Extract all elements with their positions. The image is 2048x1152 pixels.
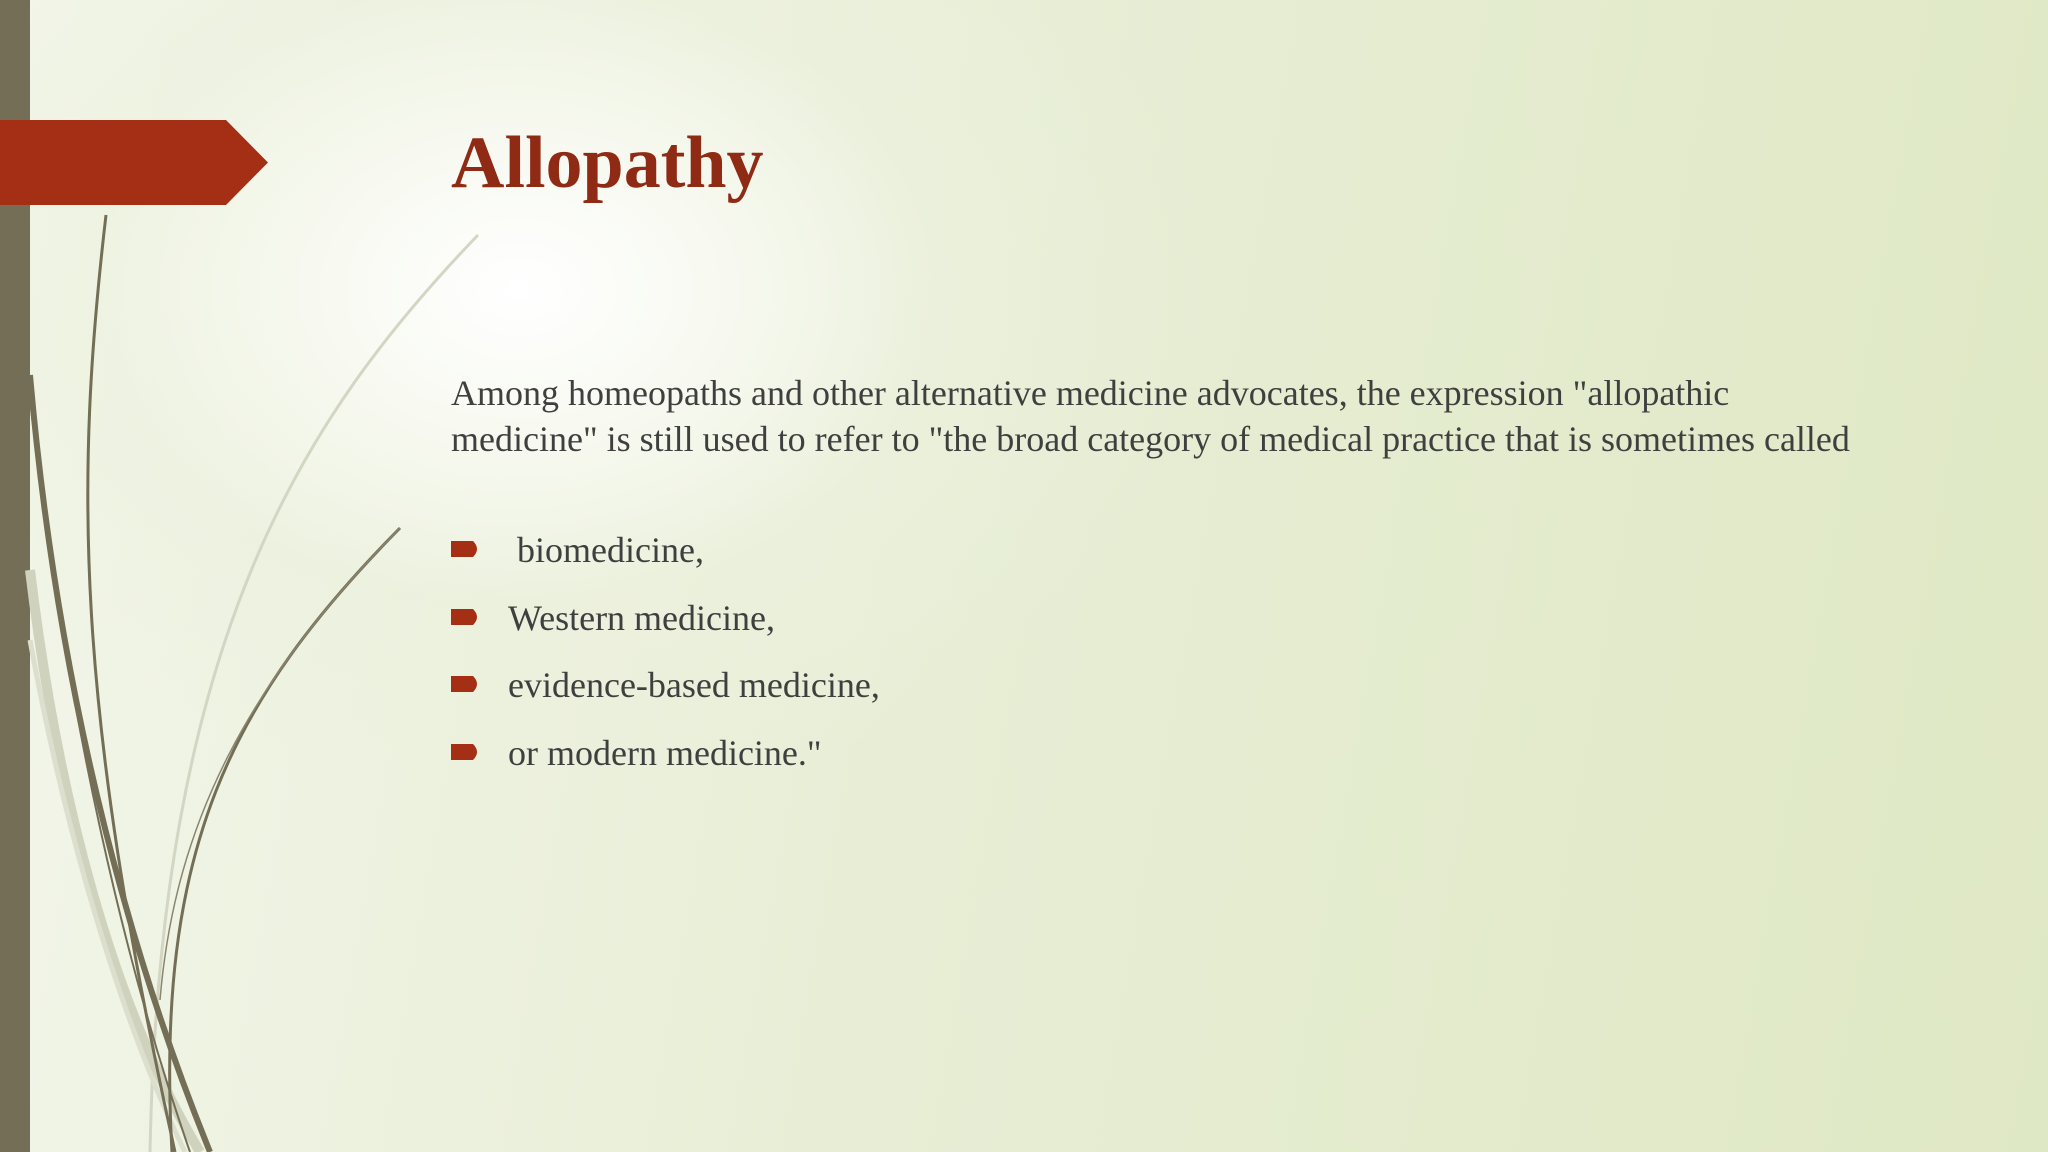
bullet-label: evidence-based medicine, (508, 665, 880, 705)
arrow-bullet-icon (451, 676, 481, 692)
arrow-bullet-icon (451, 541, 481, 557)
bullet-label: Western medicine, (508, 597, 775, 638)
bullet-label: or modern medicine." (508, 732, 822, 773)
bullet-label: biomedicine, (508, 530, 704, 570)
slide-title: Allopathy (451, 122, 764, 204)
intro-paragraph: Among homeopaths and other alternative medicine advocates, the expression "allopathic medicine" is still used to refer to "the broad category of medical practice that is sometimes called (451, 373, 1850, 459)
arrow-bullet-icon (451, 609, 481, 625)
arrow-bullet-icon (451, 744, 481, 760)
title-arrow-icon (0, 120, 268, 205)
